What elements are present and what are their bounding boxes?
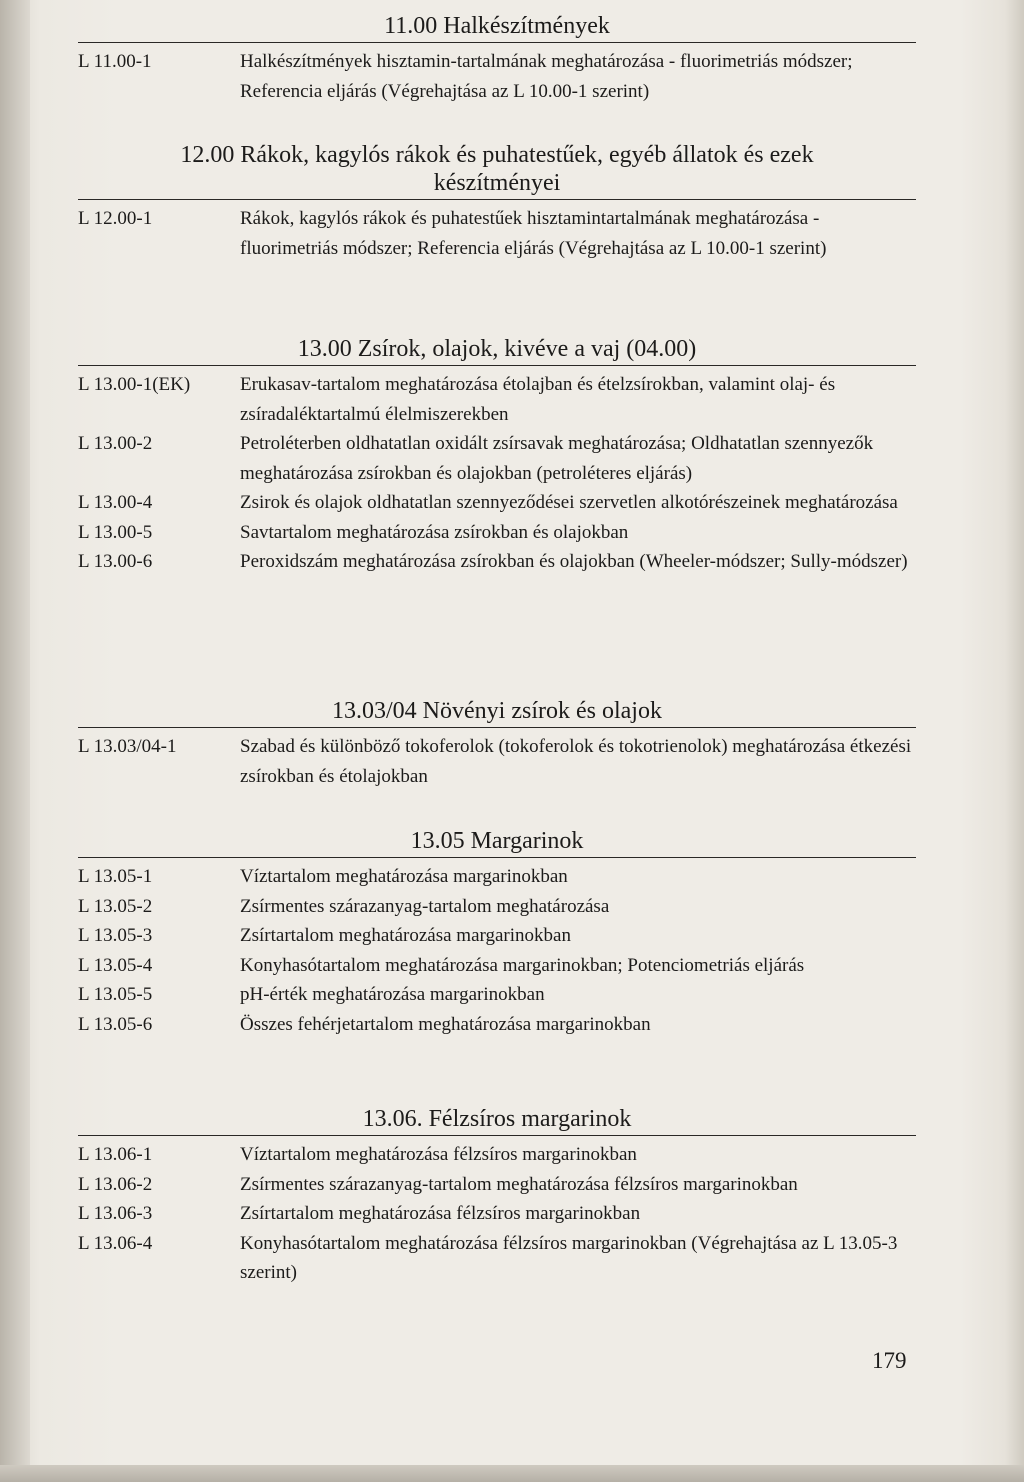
- section-divider: [78, 365, 916, 366]
- list-item: [78, 518, 916, 548]
- list-item: [78, 47, 916, 106]
- section-12: [78, 141, 916, 263]
- section-title: 13.00 Zsírok, olajok, kivéve a vaj (04.00): [297, 336, 697, 362]
- section-title: 13.06. Félzsíros margarinok: [362, 1106, 632, 1132]
- entry-code: L 13.05-3: [78, 925, 153, 946]
- list-item: [78, 1140, 916, 1170]
- entry-description: Zsírtartalom meghatározása félzsíros margarinokban: [240, 1203, 641, 1224]
- list-item: [78, 921, 916, 951]
- section-divider: [78, 727, 916, 728]
- section-13-05: [78, 827, 916, 1039]
- entry-description: Peroxidszám meghatározása zsírokban és olajokban (Wheeler-módszer; Sully-módszer): [240, 551, 908, 572]
- list-item: [78, 547, 916, 577]
- entry-code: L 13.05-2: [78, 895, 153, 917]
- list-item: [78, 370, 916, 429]
- list-item: [78, 1170, 916, 1200]
- list-item: [78, 951, 916, 981]
- list-item: [78, 1010, 916, 1040]
- entry-code: L 13.05-1: [78, 866, 153, 887]
- list-item: [78, 980, 916, 1010]
- list-item: [78, 204, 916, 263]
- entry-description: Konyhasótartalom meghatározása félzsíros margarinokban (Végrehajtása az L 13.05-3 szerint): [240, 1232, 898, 1283]
- entry-code: L 13.05-6: [78, 1013, 153, 1035]
- entry-code: L 13.00-4: [78, 492, 153, 513]
- entry-code: L 13.00-2: [78, 433, 153, 454]
- entry-description: Szabad és különböző tokoferolok (tokoferolok és tokotrienolok) meghatározása étkezési zsírokban és étolajokban: [240, 736, 912, 787]
- entry-code: L 13.00-6: [78, 551, 153, 572]
- entry-code: L 13.06-4: [78, 1232, 153, 1254]
- book-binding-shadow: [0, 0, 30, 1482]
- entry-description: Összes fehérjetartalom meghatározása margarinokban: [240, 1013, 651, 1035]
- section-divider: [78, 199, 916, 200]
- section-13: [78, 335, 916, 577]
- entry-code: L 12.00-1: [78, 208, 153, 229]
- entry-code: L 13.06-2: [78, 1173, 153, 1195]
- list-item: [78, 488, 916, 518]
- list-item: [78, 862, 916, 892]
- entry-code: L 11.00-1: [78, 51, 152, 72]
- section-title: 13.05 Margarinok: [410, 828, 584, 854]
- page-number: 179: [872, 1348, 907, 1373]
- entry-description: Rákok, kagylós rákok és puhatestűek hisztamintartalmának meghatározása - fluorimetriás módszer; Referencia eljárás (Végrehajtása az L 10.00-1 szerint): [240, 208, 827, 259]
- page-bottom-edge: [0, 1465, 1024, 1482]
- entry-description: Petroléterben oldhatatlan oxidált zsírsavak meghatározása; Oldhatatlan szennyezők meghatározása zsírokban és olajokban (petroléteres eljárás): [240, 433, 874, 484]
- entry-description: Savtartalom meghatározása zsírokban és olajokban: [240, 521, 629, 543]
- list-item: [78, 1199, 916, 1229]
- entry-description: Konyhasótartalom meghatározása margarinokban; Potenciometriás eljárás: [240, 954, 805, 976]
- entry-code: L 13.05-4: [78, 954, 153, 976]
- entry-code: L 13.06-1: [78, 1144, 153, 1165]
- entry-description: Zsirok és olajok oldhatatlan szennyeződései szervetlen alkotórészeinek meghatározása: [240, 492, 898, 513]
- entry-code: L 13.03/04-1: [78, 736, 177, 757]
- entry-description: Víztartalom meghatározása félzsíros margarinokban: [240, 1144, 637, 1165]
- list-item: [78, 1229, 916, 1288]
- section-title: 11.00 Halkészítmények: [384, 13, 610, 39]
- section-divider: [78, 857, 916, 858]
- section-divider: [78, 42, 916, 43]
- entry-description: Víztartalom meghatározása margarinokban: [240, 866, 568, 887]
- section-title: 13.03/04 Növényi zsírok és olajok: [332, 698, 662, 724]
- section-title: 12.00 Rákok, kagylós rákok és puhatestűek, egyéb állatok és ezek készítményei: [180, 142, 814, 196]
- section-11: [78, 12, 916, 106]
- entry-code: L 13.06-3: [78, 1203, 153, 1224]
- section-13-03-04: [78, 697, 916, 791]
- section-divider: [78, 1135, 916, 1136]
- entry-description: Erukasav-tartalom meghatározása étolajban és ételzsírokban, valamint olaj- és zsíradaléktartalmú élelmiszerekben: [240, 374, 836, 425]
- entry-description: pH-érték meghatározása margarinokban: [240, 984, 545, 1005]
- entry-description: Zsírmentes szárazanyag-tartalom meghatározása: [240, 895, 610, 917]
- entry-code: L 13.00-1(EK): [78, 374, 191, 395]
- entry-description: Zsírmentes szárazanyag-tartalom meghatározása félzsíros margarinokban: [240, 1173, 798, 1195]
- section-13-06: [78, 1105, 916, 1288]
- list-item: [78, 892, 916, 922]
- list-item: [78, 429, 916, 488]
- entry-description: Zsírtartalom meghatározása margarinokban: [240, 925, 571, 946]
- entry-code: L 13.00-5: [78, 521, 153, 543]
- list-item: [78, 732, 916, 791]
- entry-code: L 13.05-5: [78, 984, 153, 1005]
- entry-description: Halkészítmények hisztamin-tartalmának meghatározása - fluorimetriás módszer; Referencia eljárás (Végrehajtása az L 10.00-1 szerint): [240, 51, 853, 102]
